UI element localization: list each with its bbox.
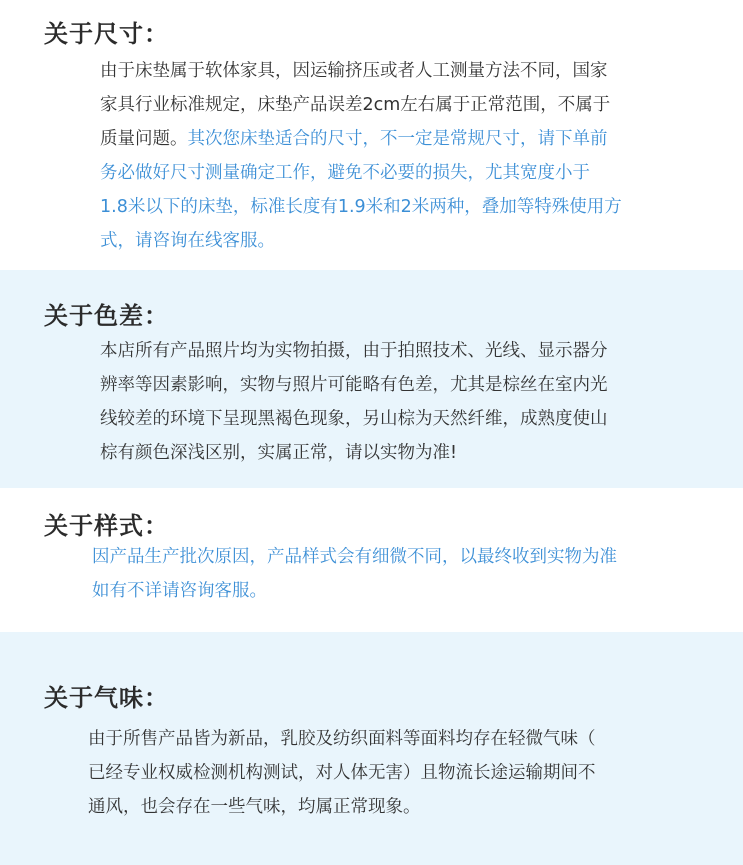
body-text: 由于床垫属于软体家具，因运输挤压或者人工测量方法不同，国家 [100, 61, 608, 81]
body-text: 由于所售产品皆为新品，乳胶及纺织面料等面料均存在轻微气味（ [88, 729, 596, 749]
paragraph-line [88, 722, 596, 756]
body-text: 棕有颜色深浅区别，实属正常，请以实物为准! [100, 443, 458, 463]
body-text: 质量问题。 [100, 129, 188, 149]
paragraph-line [88, 756, 596, 790]
highlight-text: 因产品生产批次原因，产品样式会有细微不同，以最终收到实物为准 [92, 547, 617, 567]
section-smell [0, 632, 743, 865]
highlight-text: 如有不详请咨询客服。 [92, 581, 267, 601]
section-title-smell: 关于气味： [44, 684, 169, 712]
paragraph-line [92, 574, 617, 608]
highlight-text: 1.8米以下的床垫，标准长度有1.9米和2米两种，叠加等特殊使用方 [100, 197, 622, 217]
body-text: 通风，也会存在一些气味，均属正常现象。 [88, 797, 421, 817]
paragraph-line [92, 540, 617, 574]
paragraph-line [100, 368, 608, 402]
body-text: 家具行业标准规定，床垫产品误差2cm左右属于正常范围，不属于 [100, 95, 611, 115]
paragraph-line [100, 156, 622, 190]
section-body-color-difference [100, 334, 608, 470]
body-text: 线较差的环境下呈现黑褐色现象，另山棕为天然纤维，成熟度使山 [100, 409, 608, 429]
section-body-size [100, 54, 622, 258]
section-title-color-difference: 关于色差： [44, 302, 169, 330]
paragraph-line [100, 88, 622, 122]
section-style [0, 488, 743, 632]
section-title-style: 关于样式： [44, 512, 169, 540]
paragraph-line [100, 224, 622, 258]
section-size [0, 0, 743, 270]
paragraph-line [100, 334, 608, 368]
body-text: 本店所有产品照片均为实物拍摄，由于拍照技术、光线、显示器分 [100, 341, 608, 361]
body-text: 辨率等因素影响，实物与照片可能略有色差，尤其是棕丝在室内光 [100, 375, 608, 395]
highlight-text: 其次您床垫适合的尺寸，不一定是常规尺寸，请下单前 [187, 129, 608, 149]
paragraph-line [100, 54, 622, 88]
paragraph-line [88, 790, 596, 824]
section-body-smell [88, 722, 596, 824]
body-text: 已经专业权威检测机构测试，对人体无害）且物流长途运输期间不 [88, 763, 596, 783]
paragraph-line [100, 436, 608, 470]
paragraph-line [100, 190, 622, 224]
highlight-text: 式，请咨询在线客服。 [100, 231, 275, 251]
section-color-difference [0, 270, 743, 488]
paragraph-line [100, 122, 622, 156]
section-body-style [92, 540, 617, 608]
section-title-size: 关于尺寸： [44, 20, 169, 48]
highlight-text: 务必做好尺寸测量确定工作，避免不必要的损失，尤其宽度小于 [100, 163, 590, 183]
paragraph-line [100, 402, 608, 436]
